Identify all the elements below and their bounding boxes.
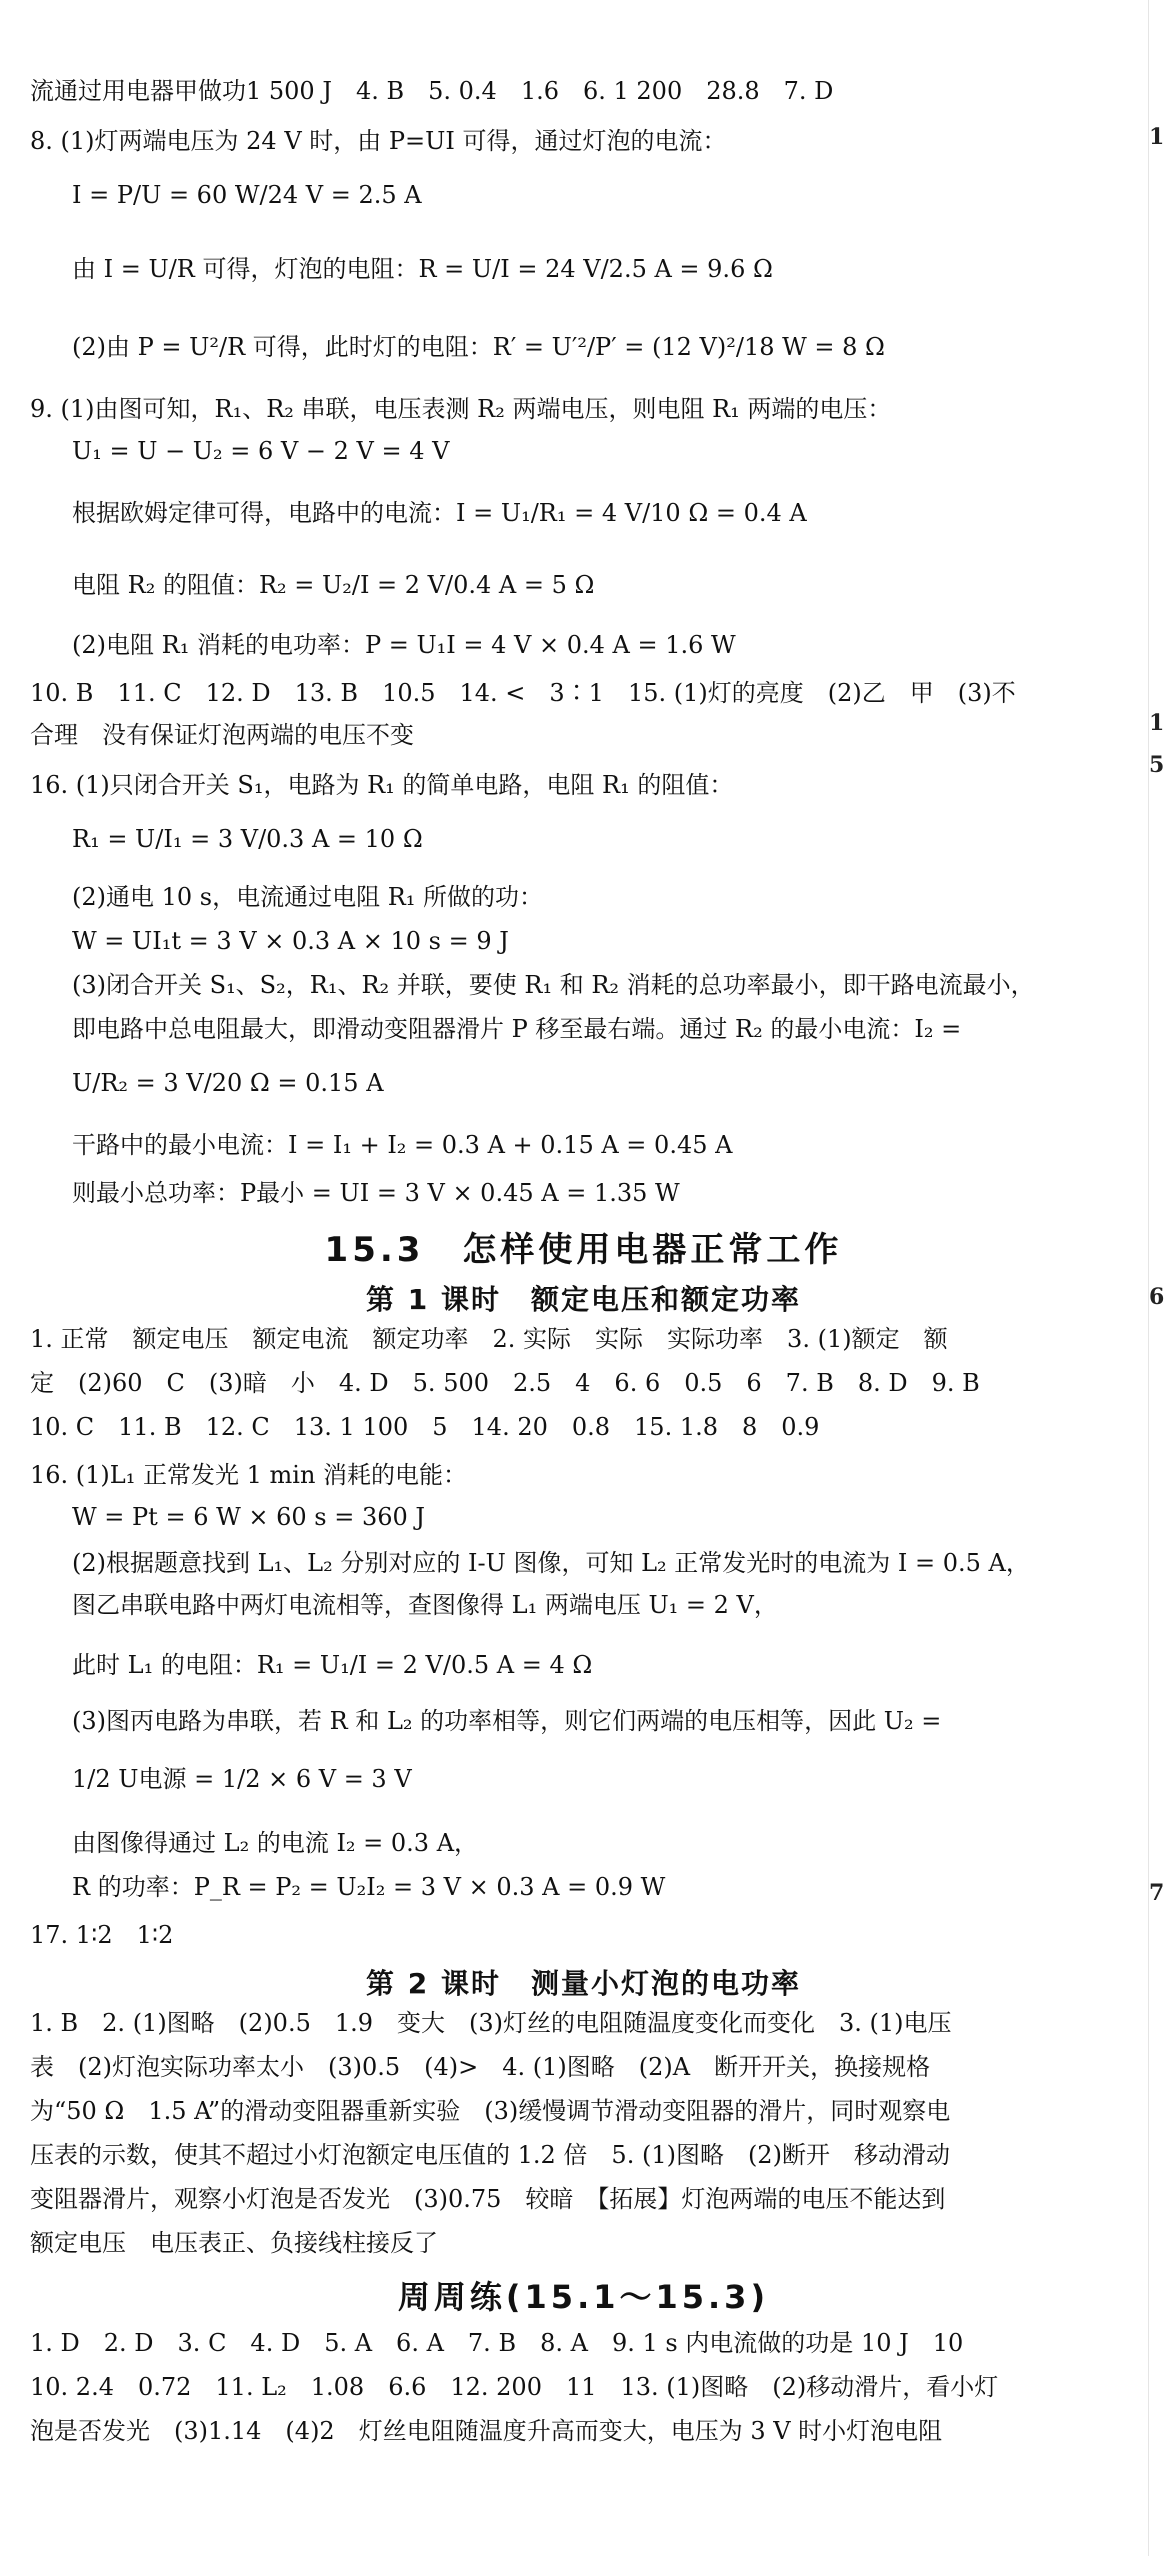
answer-line: 1. D 2. D 3. C 4. D 5. A 6. A 7. B 8. A 9. 1 s 内电流做的功是 10 J 10 [30,2329,964,2357]
formula-line: 由图像得通过 L₂ 的电流 I₂ = 0.3 A， [72,1829,479,1857]
formula-line: 由 I = U/R 可得，灯泡的电阻：R = U/I = 24 V/2.5 A = 9.6 Ω [72,255,773,283]
answer-line: 10. C 11. B 12. C 13. 1 100 5 14. 20 0.8 15. 1.8 8 0.9 [30,1413,820,1441]
formula-line: 1/2 U电源 = 1/2 × 6 V = 3 V [72,1765,412,1793]
formula-line: 干路中的最小电流：I = I₁ + I₂ = 0.3 A + 0.15 A = 0.45 A [72,1131,733,1159]
answer-line: 17. 1∶2 1∶2 [30,1921,174,1949]
weekly-title: 周周练(15.1～15.3) [397,2278,770,2316]
edge-mark: 1 [1149,710,1165,736]
formula-line: I = P/U = 60 W/24 V = 2.5 A [72,181,422,209]
formula-line: W = UI₁t = 3 V × 0.3 A × 10 s = 9 J [72,927,509,955]
answer-line: 流通过用电器甲做功1 500 J 4. B 5. 0.4 1.6 6. 1 200 28.8 7. D [30,77,834,105]
answer-line: 16. (1)L₁ 正常发光 1 min 消耗的电能： [30,1461,468,1489]
answer-line: 1. 正常 额定电压 额定电流 额定功率 2. 实际 实际 实际功率 3. (1)额定 额 [30,1325,948,1353]
lesson-title: 第 2 课时 测量小灯泡的电功率 [366,1967,801,2000]
answer-line: 表 (2)灯泡实际功率太小 (3)0.5 (4)> 4. (1)图略 (2)A 断开开关，换接规格 [30,2053,931,2081]
lesson-title: 第 1 课时 额定电压和额定功率 [366,1283,801,1316]
answer-line: 10. B 11. C 12. D 13. B 10.5 14. < 3∶1 15. (1)灯的亮度 (2)乙 甲 (3)不 [30,679,1016,707]
answer-line: 变阻器滑片，观察小灯泡是否发光 (3)0.75 较暗 【拓展】灯泡两端的电压不能达到 [30,2185,946,2213]
formula-line: (2)由 P = U²/R 可得，此时灯的电阻：R′ = U′²/P′ = (12 V)²/18 W = 8 Ω [72,333,885,361]
formula-line: 图乙串联电路中两灯电流相等，查图像得 L₁ 两端电压 U₁ = 2 V， [72,1591,778,1619]
answer-line: 10. 2.4 0.72 11. L₂ 1.08 6.6 12. 200 11 13. (1)图略 (2)移动滑片，看小灯 [30,2373,999,2401]
answer-line: 为“50 Ω 1.5 A”的滑动变阻器重新实验 (3)缓慢调节滑动变阻器的滑片，同时观察电 [30,2097,951,2125]
answer-line: 1. B 2. (1)图略 (2)0.5 1.9 变大 (3)灯丝的电阻随温度变化而变化 3. (1)电压 [30,2009,952,2037]
formula-line: 即电路中总电阻最大，即滑动变阻器滑片 P 移至最右端。通过 R₂ 的最小电流：I₂ = [72,1015,962,1043]
answer-line: 9. (1)由图可知，R₁、R₂ 串联，电压表测 R₂ 两端电压，则电阻 R₁ 两端的电压： [30,395,892,423]
formula-line: 则最小总功率：P最小 = UI = 3 V × 0.45 A = 1.35 W [72,1179,680,1207]
formula-line: U/R₂ = 3 V/20 Ω = 0.15 A [72,1069,384,1097]
answer-line: 8. (1)灯两端电压为 24 V 时，由 P=UI 可得，通过灯泡的电流： [30,127,727,155]
edge-mark: 5 [1149,752,1165,778]
formula-line: (3)闭合开关 S₁、S₂，R₁、R₂ 并联，要使 R₁ 和 R₂ 消耗的总功率最小，即干路电流最小， [72,971,1035,999]
answer-line: 压表的示数，使其不超过小灯泡额定电压值的 1.2 倍 5. (1)图略 (2)断开 移动滑动 [30,2141,950,2169]
section-title: 15.3 怎样使用电器正常工作 [324,1230,843,1270]
formula-line: (2)电阻 R₁ 消耗的电功率：P = U₁I = 4 V × 0.4 A = 1.6 W [72,631,736,659]
answer-line: 额定电压 电压表正、负接线柱接反了 [30,2229,438,2257]
edge-mark: 7 [1149,1880,1165,1906]
answer-line: 泡是否发光 (3)1.14 (4)2 灯丝电阻随温度升高而变大，电压为 3 V 时小灯泡电阻 [30,2417,943,2445]
formula-line: R 的功率：P_R = P₂ = U₂I₂ = 3 V × 0.3 A = 0.9 W [72,1873,666,1901]
answer-line: 定 (2)60 C (3)暗 小 4. D 5. 500 2.5 4 6. 6 0.5 6 7. B 8. D 9. B [30,1369,980,1397]
answer-line: 16. (1)只闭合开关 S₁，电路为 R₁ 的简单电路，电阻 R₁ 的阻值： [30,771,734,799]
formula-line: R₁ = U/I₁ = 3 V/0.3 A = 10 Ω [72,825,423,853]
formula-line: (2)根据题意找到 L₁、L₂ 分别对应的 I-U 图像，可知 L₂ 正常发光时的电流为 I = 0.5 A， [72,1549,1030,1577]
answer-line: 合理 没有保证灯泡两端的电压不变 [30,721,414,749]
formula-line: W = Pt = 6 W × 60 s = 360 J [72,1503,426,1531]
formula-line: 根据欧姆定律可得，电路中的电流：I = U₁/R₁ = 4 V/10 Ω = 0.4 A [72,499,807,527]
edge-mark: 6 [1149,1284,1165,1310]
formula-line: (2)通电 10 s，电流通过电阻 R₁ 所做的功： [72,883,544,911]
formula-line: (3)图丙电路为串联，若 R 和 L₂ 的功率相等，则它们两端的电压相等，因此 U₂ = [72,1707,942,1735]
formula-line: U₁ = U − U₂ = 6 V − 2 V = 4 V [72,437,450,465]
formula-line: 此时 L₁ 的电阻：R₁ = U₁/I = 2 V/0.5 A = 4 Ω [72,1651,593,1679]
formula-line: 电阻 R₂ 的阻值：R₂ = U₂/I = 2 V/0.4 A = 5 Ω [72,571,595,599]
edge-mark: 1 [1149,124,1165,150]
